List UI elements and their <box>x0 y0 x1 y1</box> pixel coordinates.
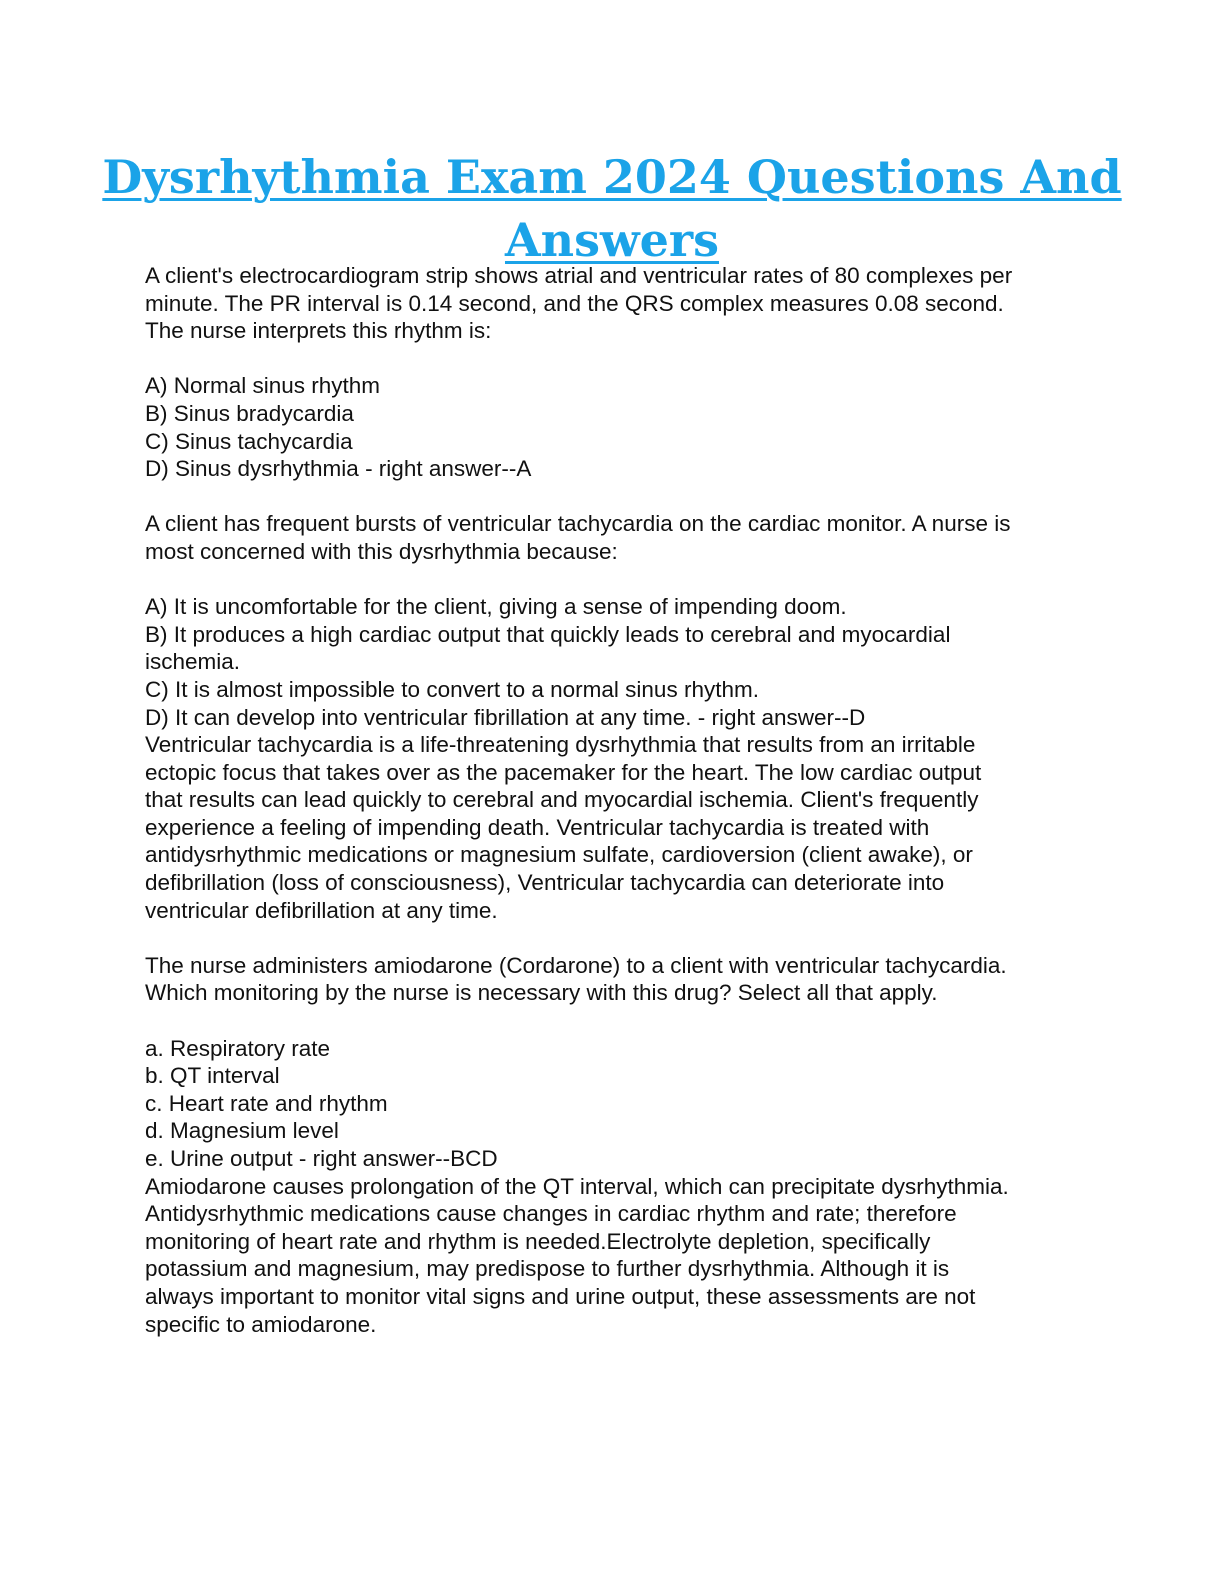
question-2-rationale-line: ectopic focus that takes over as the pacemaker for the heart. The low cardiac output <box>145 759 982 785</box>
paragraph-gap <box>145 345 1105 373</box>
question-2-rationale-line: ventricular defibrillation at any time. <box>145 897 498 923</box>
question-2-option: B) It produces a high cardiac output that quickly leads to cerebral and myocardial <box>145 621 951 647</box>
question-2-option-answer: D) It can develop into ventricular fibrillation at any time. - right answer--D <box>145 704 866 730</box>
question-2-rationale-line: that results can lead quickly to cerebral and myocardial ischemia. Client's frequently <box>145 787 979 813</box>
title-line: Answers <box>504 213 720 267</box>
question-1-stem-line: A client's electrocardiogram strip shows atrial and ventricular rates of 80 complexes per <box>145 263 1013 288</box>
question-1-option: C) Sinus tachycardia <box>145 428 353 454</box>
question-1-stem-line: The nurse interprets this rhythm is: <box>145 318 492 344</box>
question-2-rationale-line: antidysrhythmic medications or magnesium sulfate, cardioversion (client awake), or <box>145 842 973 868</box>
question-2-option: A) It is uncomfortable for the client, giving a sense of impending doom. <box>145 594 847 620</box>
title-line: Dysrhythmia Exam 2024 Questions And <box>102 150 1122 204</box>
question-1-option: B) Sinus bradycardia <box>145 400 354 426</box>
question-2-rationale-line: experience a feeling of impending death. Ventricular tachycardia is treated with <box>145 814 930 840</box>
question-1-option: A) Normal sinus rhythm <box>145 373 381 399</box>
question-1-stem-line: minute. The PR interval is 0.14 second, and the QRS complex measures 0.08 second. <box>145 290 1004 316</box>
question-3-stem-line: The nurse administers amiodarone (Cordarone) to a client with ventricular tachycardia. <box>145 952 1007 978</box>
question-3-option: b. QT interval <box>145 1063 280 1089</box>
question-3-rationale-line: potassium and magnesium, may predispose to further dysrhythmia. Although it is <box>145 1256 950 1282</box>
question-1-option-answer: D) Sinus dysrhythmia - right answer--A <box>145 456 532 482</box>
question-2-rationale-line: Ventricular tachycardia is a life-threatening dysrhythmia that results from an irritable <box>145 732 976 758</box>
paragraph-gap <box>145 483 1105 511</box>
question-3-option: c. Heart rate and rhythm <box>145 1090 388 1116</box>
question-2-rationale-line: defibrillation (loss of consciousness), Ventricular tachycardia can deteriorate into <box>145 870 945 896</box>
question-2-option: ischemia. <box>145 649 241 675</box>
question-3-option: a. Respiratory rate <box>145 1035 331 1061</box>
question-3-rationale-line: Antidysrhythmic medications cause changes in cardiac rhythm and rate; therefore <box>145 1201 957 1227</box>
question-2-option: C) It is almost impossible to convert to a normal sinus rhythm. <box>145 676 759 702</box>
question-2-stem-line: most concerned with this dysrhythmia because: <box>145 538 618 564</box>
paragraph-gap <box>145 566 1105 594</box>
document-body <box>145 262 1105 1338</box>
paragraph-gap <box>145 1007 1105 1035</box>
question-3-rationale-line: monitoring of heart rate and rhythm is needed.Electrolyte depletion, specifically <box>145 1228 931 1254</box>
question-2-stem-line: A client has frequent bursts of ventricular tachycardia on the cardiac monitor. A nurse is <box>145 511 1011 537</box>
paragraph-gap <box>145 924 1105 952</box>
question-3-stem-line: Which monitoring by the nurse is necessary with this drug? Select all that apply. <box>145 980 938 1006</box>
page-title <box>100 146 1124 272</box>
question-3-option-answer: e. Urine output - right answer--BCD <box>145 1146 498 1171</box>
question-3-rationale-line: specific to amiodarone. <box>145 1311 377 1337</box>
question-3-rationale-line: Amiodarone causes prolongation of the QT interval, which can precipitate dysrhythmia. <box>145 1173 1009 1199</box>
question-3-option: d. Magnesium level <box>145 1118 339 1144</box>
question-3-rationale-line: always important to monitor vital signs and urine output, these assessments are not <box>145 1283 976 1309</box>
